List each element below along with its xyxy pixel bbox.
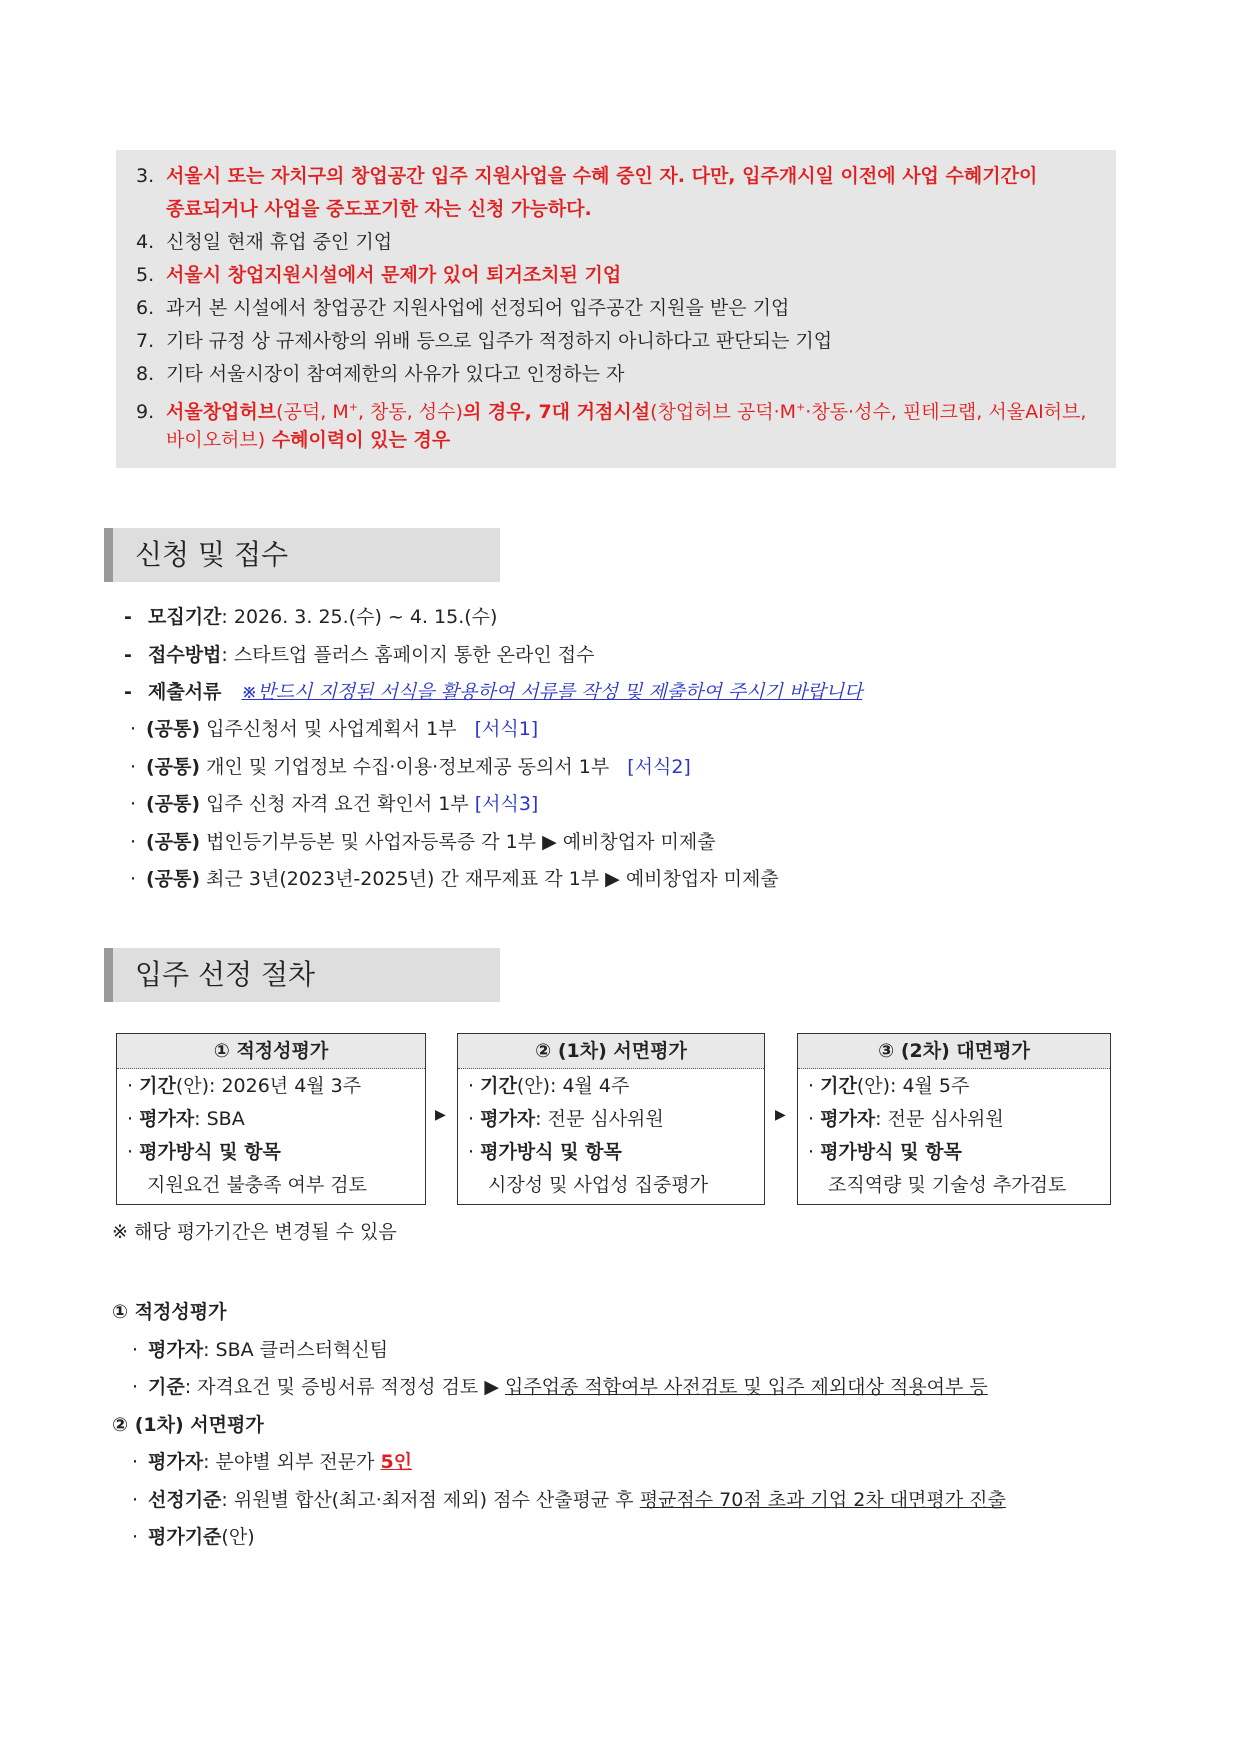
detail-title-suitability: ① 적정성평가 bbox=[112, 1301, 227, 1323]
section-title-apply: 신청 및 접수 bbox=[104, 528, 500, 582]
schedule-note: ※ 해당 평가기간은 변경될 수 있음 bbox=[112, 1221, 397, 1243]
step-period: · 기간(안): 4월 5주 bbox=[808, 1075, 970, 1097]
flow-arrow-icon: ▶ bbox=[775, 1107, 786, 1123]
detail-title-document: ② (1차) 서면평가 bbox=[112, 1414, 264, 1436]
list-item: 8. 기타 서울시장이 참여제한의 사유가 있다고 인정하는 자 bbox=[136, 363, 625, 385]
step-method-value: 시장성 및 사업성 집중평가 bbox=[488, 1174, 709, 1196]
step-box-interview bbox=[797, 1033, 1111, 1205]
list-item: 7. 기타 규정 상 규제사항의 위배 등으로 입주가 적정하지 아니하다고 판단되는 기업 bbox=[136, 330, 833, 352]
step-period: · 기간(안): 4월 4주 bbox=[468, 1075, 630, 1097]
doc-item: · (공통) 개인 및 기업정보 수집·이용·정보제공 동의서 1부 [서식2] bbox=[130, 756, 691, 778]
list-item: 3. 서울시 또는 자치구의 창업공간 입주 지원사업을 수혜 중인 자. 다만, 입주개시일 이전에 사업 수혜기간이 bbox=[136, 165, 1038, 187]
apply-period: - 모집기간: 2026. 3. 25.(수) ~ 4. 15.(수) bbox=[124, 606, 498, 628]
detail-selection-criteria: · 선정기준: 위원별 합산(최고·최저점 제외) 점수 산출평균 후 평균점수 70점 초과 기업 2차 대면평가 진출 bbox=[132, 1489, 1006, 1511]
apply-method: - 접수방법: 스타트업 플러스 홈페이지 통한 온라인 접수 bbox=[124, 644, 595, 666]
list-item: 5. 서울시 창업지원시설에서 문제가 있어 퇴거조치된 기업 bbox=[136, 264, 622, 286]
list-item: 9. 서울창업허브(공덕, M+, 창동, 성수)의 경우, 7대 거점시설(창업허브 공덕·M+·창동·성수, 핀테크랩, 서울AI허브, bbox=[136, 401, 1087, 424]
detail-eval-criteria: · 평가기준(안) bbox=[132, 1526, 255, 1548]
eligibility-box bbox=[116, 150, 1116, 468]
step-box-suitability bbox=[116, 1033, 426, 1205]
detail-rater: · 평가자: SBA 클러스터혁신팀 bbox=[132, 1339, 389, 1361]
step-rater: · 평가자: 전문 심사위원 bbox=[808, 1108, 1004, 1130]
step-rater: · 평가자: 전문 심사위원 bbox=[468, 1108, 664, 1130]
list-item-continuation: 종료되거나 사업을 중도포기한 자는 신청 가능하다. bbox=[166, 198, 592, 220]
step-method-value: 조직역량 및 기술성 추가검토 bbox=[828, 1174, 1067, 1196]
list-item: 6. 과거 본 시설에서 창업공간 지원사업에 선정되어 입주공간 지원을 받은 기업 bbox=[136, 297, 790, 319]
doc-item: · (공통) 법인등기부등본 및 사업자등록증 각 1부 ▶ 예비창업자 미제출 bbox=[130, 831, 716, 853]
section-title-selection: 입주 선정 절차 bbox=[104, 948, 500, 1002]
step-period: · 기간(안): 2026년 4월 3주 bbox=[127, 1075, 362, 1097]
doc-item: · (공통) 입주 신청 자격 요건 확인서 1부 [서식3] bbox=[130, 793, 539, 815]
list-item-continuation: 바이오허브) 수혜이력이 있는 경우 bbox=[166, 429, 451, 451]
step-method-value: 지원요건 불충족 여부 검토 bbox=[147, 1174, 368, 1196]
step-box-document bbox=[457, 1033, 765, 1205]
docs-note-link[interactable]: ※반드시 지정된 서식을 활용하여 서류를 작성 및 제출하여 주시기 바랍니다 bbox=[241, 681, 863, 703]
step-method: · 평가방식 및 항목 bbox=[808, 1141, 962, 1163]
step-method: · 평가방식 및 항목 bbox=[468, 1141, 622, 1163]
doc-item: · (공통) 입주신청서 및 사업계획서 1부 [서식1] bbox=[130, 718, 539, 740]
step-heading: ③ (2차) 대면평가 bbox=[798, 1034, 1110, 1069]
step-rater: · 평가자: SBA bbox=[127, 1108, 245, 1130]
step-heading: ① 적정성평가 bbox=[117, 1034, 425, 1069]
apply-docs: - 제출서류 ※반드시 지정된 서식을 활용하여 서류를 작성 및 제출하여 주시기 바랍니다 bbox=[124, 681, 863, 703]
flow-arrow-icon: ▶ bbox=[435, 1107, 446, 1123]
step-method: · 평가방식 및 항목 bbox=[127, 1141, 281, 1163]
step-heading: ② (1차) 서면평가 bbox=[458, 1034, 764, 1069]
detail-criteria: · 기준: 자격요건 및 증빙서류 적정성 검토 ▶ 입주업종 적합여부 사전검토 및 입주 제외대상 적용여부 등 bbox=[132, 1376, 988, 1398]
detail-rater: · 평가자: 분야별 외부 전문가 5인 bbox=[132, 1451, 413, 1473]
list-item: 4. 신청일 현재 휴업 중인 기업 bbox=[136, 231, 393, 253]
doc-item: · (공통) 최근 3년(2023년-2025년) 간 재무제표 각 1부 ▶ 예비창업자 미제출 bbox=[130, 868, 779, 890]
